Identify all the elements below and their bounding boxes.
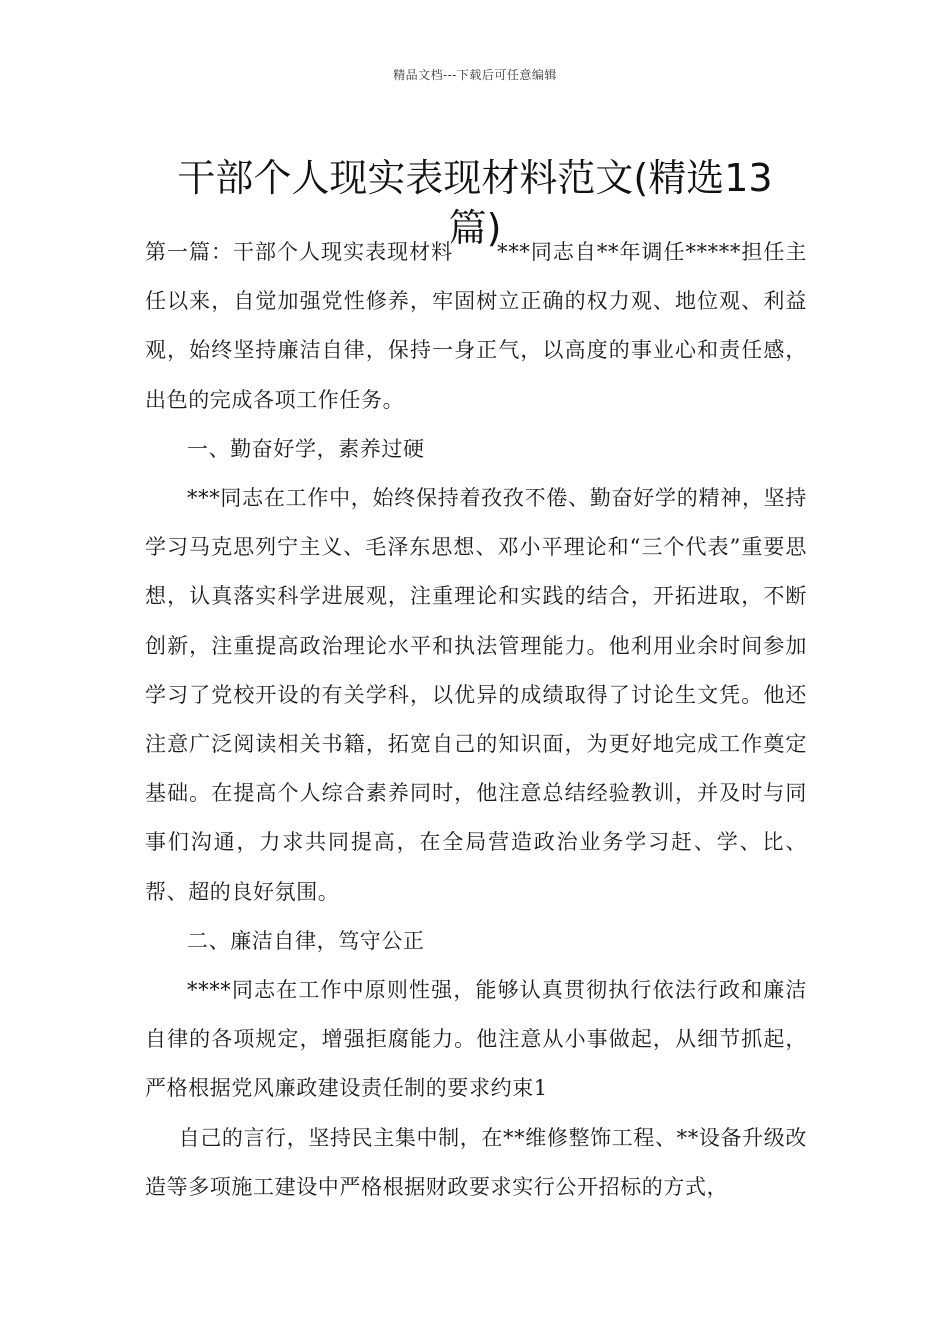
intro-heading: 第一篇：干部个人现实表现材料 — [145, 240, 454, 264]
title-line-2: 篇) — [448, 206, 502, 251]
title-line-1: 干部个人现实表现材料范文(精选13 — [177, 156, 773, 201]
section-1-heading: 一、勤奋好学，素养过硬 — [187, 436, 425, 461]
section-2-heading: 二、廉洁自律，笃守公正 — [187, 928, 425, 953]
header-note: 精品文档---下载后可任意编辑 — [393, 68, 557, 82]
document-body — [145, 228, 807, 1212]
section-1-paragraph: ***同志在工作中，始终保持着孜孜不倦、勤奋好学的精神，坚持学习马克思列宁主义、毛泽东思想、邓小平理论和“三个代表”重要思想，认真落实科学进展观，注重理论和实践的结合，开拓进取，不断创新，注重提高政治理论水平和执法管理能力。他利用业余时间参加学习了党校开设的有关学科，以优异的成绩取得了讨论生文凭。他还注意广泛阅读相关书籍，拓宽自己的知识面，为更好地完成工作奠定基础。在提高个人综合素养同时，他注意总结经验教训，并及时与同事们沟通，力求共同提高，在全局营造政治业务学习赶、学、比、帮、超的良好氛围。 — [145, 486, 807, 904]
continuation-paragraph: 自己的言行，坚持民主集中制，在**维修整饰工程、**设备升级改造等多项施工建设中严格根据财政要求实行公开招标的方式， — [145, 1125, 807, 1199]
intro-text: ***同志自**年调任*****担任主任以来，自觉加强党性修养，牢固树立正确的权力观、地位观、利益观，始终坚持廉洁自律，保持一身正气，以高度的事业心和责任感，出色的完成各项工作任务。 — [145, 240, 807, 412]
intro-paragraph — [145, 228, 807, 425]
section-2-paragraph: ****同志在工作中原则性强，能够认真贯彻执行依法行政和廉洁自律的各项规定，增强拒腐能力。他注意从小事做起，从细节抓起，严格根据党风廉政建设责任制的要求约束1 — [145, 978, 807, 1101]
